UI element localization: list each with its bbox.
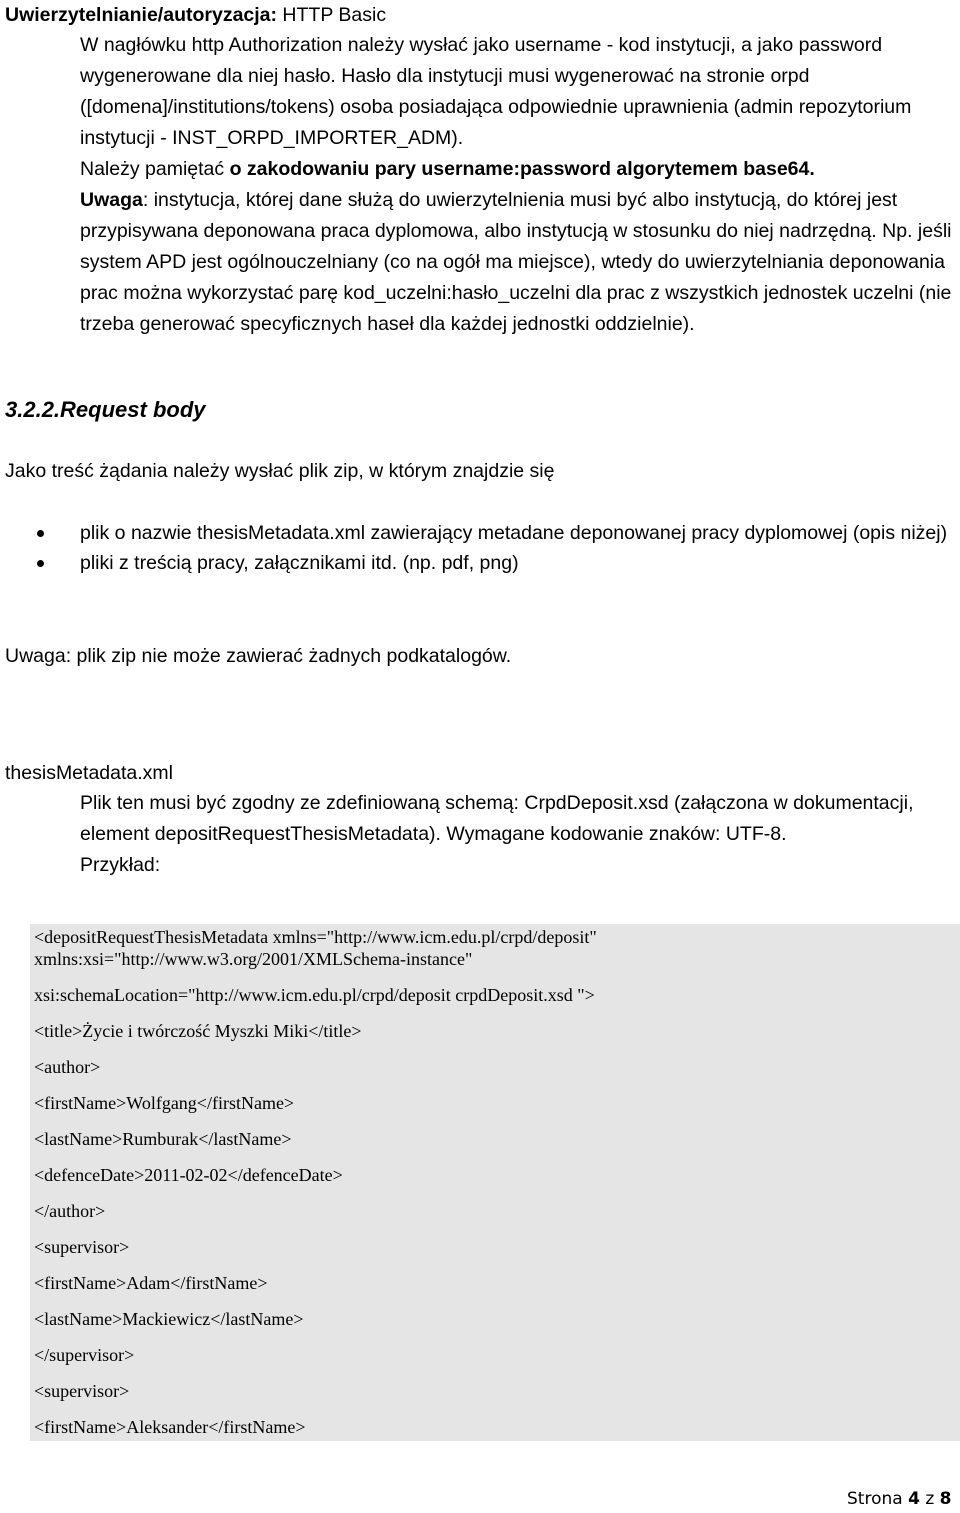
example-label: Przykład: — [80, 854, 161, 876]
code-line: xmlns:xsi="http://www.w3.org/2001/XMLSchema-instance" — [34, 949, 473, 969]
bullet-text-2: pliki z treścią pracy, załącznikami itd. (np. pdf, png) — [80, 552, 519, 574]
code-line: </author> — [34, 1201, 106, 1221]
footer-current-page: 4 — [908, 1489, 920, 1509]
footer-total-pages: 8 — [939, 1489, 952, 1509]
xml-heading: thesisMetadata.xml — [5, 762, 173, 784]
xml-description: Plik ten musi być zgodny ze zdefiniowaną schemą: CrpdDeposit.xsd (załączona w dokumentacji, element depositRequestThesisMetadata). Wymagane kodowanie znaków: UTF-8. — [80, 792, 914, 845]
list-item — [0, 548, 960, 578]
auth-p2-bold: o zakodowaniu pary username:password algorytemem base64 — [229, 158, 810, 180]
auth-p2-suffix: . — [809, 158, 815, 180]
intro-text: Jako treść żądania należy wysłać plik zip, w którym znajdzie się — [5, 460, 555, 482]
footer-separator: z — [919, 1489, 940, 1509]
code-line: <supervisor> — [34, 1381, 130, 1401]
auth-paragraph-1: W nagłówku http Authorization należy wysłać jako username - kod instytucji, a jako password wygenerowane dla niej hasło. Hasło dla instytucji musi wygenerować na stronie orpd ([domena]/institutions/tokens) osoba posiadająca odpowiednie uprawnienia (admin repozytorium instytucji - INST_ORPD_IMPORTER_ADM). — [80, 34, 912, 149]
code-line: </supervisor> — [34, 1345, 135, 1365]
section-heading — [5, 394, 206, 426]
bullet-list — [0, 518, 960, 578]
code-line: <firstName>Wolfgang</firstName> — [34, 1093, 295, 1113]
xml-description-block — [80, 788, 930, 881]
code-line: <defenceDate>2011-02-02</defenceDate> — [34, 1165, 343, 1185]
code-line: <depositRequestThesisMetadata xmlns="http://www.icm.edu.pl/crpd/deposit" — [34, 927, 597, 947]
code-line: <title>Życie i twórczość Myszki Miki</title> — [34, 1021, 362, 1041]
auth-heading — [5, 1, 386, 29]
auth-heading-label: Uwierzytelnianie/autoryzacja: — [5, 4, 278, 26]
code-line: <lastName>Rumburak</lastName> — [34, 1129, 292, 1149]
auth-heading-value: HTTP Basic — [277, 4, 387, 26]
footer-label: Strona — [847, 1489, 909, 1509]
bullet-text-1: plik o nazwie thesisMetadata.xml zawierający metadane deponowanej pracy dyplomowej (opis niżej) — [80, 522, 948, 544]
section-number: 3.2.2. — [5, 397, 61, 422]
page-footer — [847, 1489, 952, 1509]
code-line: <firstName>Aleksander</firstName> — [34, 1417, 306, 1437]
bullet-icon — [37, 560, 44, 567]
auth-p3-text: : instytucja, której dane służą do uwierzytelnienia musi być albo instytucją, do której jest przypisywana deponowana praca dyplomowa, albo instytucją w stosunku do niej nadrzędną. Np. jeśli system APD jest ogólnouczelniany (co na ogół ma miejsce), wtedy do uwierzytelniania deponowania prac można wykorzystać parę kod_uczelni:hasło_uczelni dla prac z wszystkich jednostek uczelni (nie trzeba generować specyficznych haseł dla każdej jednostki oddzielnie). — [80, 189, 952, 335]
code-line: <supervisor> — [34, 1237, 130, 1257]
bullet-icon — [37, 530, 44, 537]
warning-text: Uwaga: plik zip nie może zawierać żadnych podkatalogów. — [5, 645, 512, 667]
code-line: <author> — [34, 1057, 101, 1077]
auth-p2-prefix: Należy pamiętać — [80, 158, 230, 180]
list-item — [0, 518, 960, 548]
auth-paragraph-2 — [80, 154, 956, 185]
code-line: <firstName>Adam</firstName> — [34, 1273, 268, 1293]
auth-description — [80, 30, 956, 340]
code-line: <lastName>Mackiewicz</lastName> — [34, 1309, 304, 1329]
code-line: xsi:schemaLocation="http://www.icm.edu.pl/crpd/deposit crpdDeposit.xsd "> — [34, 985, 595, 1005]
section-title: Request body — [60, 397, 206, 422]
auth-paragraph-3 — [80, 185, 956, 340]
auth-p3-bold: Uwaga — [80, 189, 143, 211]
code-example — [30, 924, 960, 1441]
